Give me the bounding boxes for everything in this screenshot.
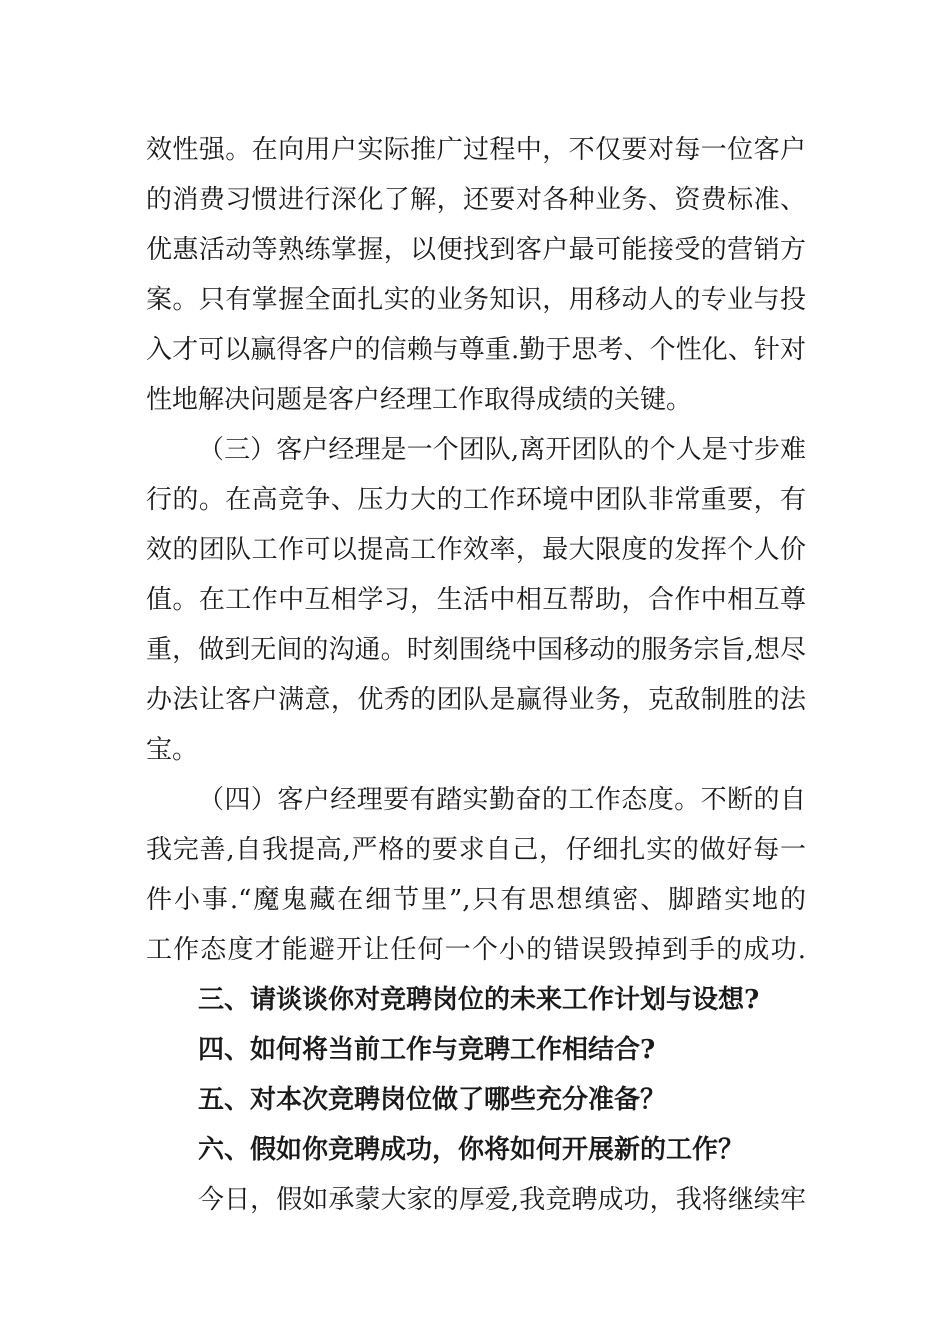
body-text-line: 工作态度才能避开让任何一个小的错误毁掉到手的成功. xyxy=(146,935,806,965)
section-heading: 四、如何将当前工作与竞聘工作相结合? xyxy=(198,1035,656,1065)
paragraph-first-line: 今日，假如承蒙大家的厚爱,我竞聘成功，我将继续牢 xyxy=(198,1185,806,1215)
paragraph-first-line: （四）客户经理要有踏实勤奋的工作态度。不断的自 xyxy=(198,785,806,815)
body-text-line: 案。只有掌握全面扎实的业务知识，用移动人的专业与投 xyxy=(146,285,806,315)
body-text-line: 效的团队工作可以提高工作效率，最大限度的发挥个人价 xyxy=(146,535,806,565)
body-text-line: 性地解决问题是客户经理工作取得成绩的关键。 xyxy=(146,385,693,415)
body-text-line: 重，做到无间的沟通。时刻围绕中国移动的服务宗旨,想尽 xyxy=(146,635,806,665)
paragraph-first-line: （三）客户经理是一个团队,离开团队的个人是寸步难 xyxy=(198,435,806,465)
body-text-line: 值。在工作中互相学习，生活中相互帮助，合作中相互尊 xyxy=(146,585,806,615)
body-text-line: 办法让客户满意，优秀的团队是赢得业务，克敌制胜的法 xyxy=(146,685,806,715)
body-text-line: 入才可以赢得客户的信赖与尊重.勤于思考、个性化、针对 xyxy=(146,335,806,365)
body-text-line: 宝。 xyxy=(146,735,199,765)
section-heading: 三、请谈谈你对竞聘岗位的未来工作计划与设想? xyxy=(198,985,760,1015)
body-text-line: 的消费习惯进行深化了解，还要对各种业务、资费标准、 xyxy=(146,185,806,215)
section-heading: 六、假如你竞聘成功，你将如何开展新的工作？ xyxy=(198,1135,745,1165)
section-heading: 五、对本次竞聘岗位做了哪些充分准备？ xyxy=(198,1085,667,1115)
body-text-line: 效性强。在向用户实际推广过程中，不仅要对每一位客户 xyxy=(146,135,806,165)
body-text-line: 优惠活动等熟练掌握，以便找到客户最可能接受的营销方 xyxy=(146,235,806,265)
body-text-line: 我完善,自我提高,严格的要求自己，仔细扎实的做好每一 xyxy=(146,835,806,865)
body-text-line: 行的。在高竞争、压力大的工作环境中团队非常重要，有 xyxy=(146,485,806,515)
body-text-line: 件小事.“魔鬼藏在细节里”,只有思想缜密、脚踏实地的 xyxy=(146,885,806,915)
